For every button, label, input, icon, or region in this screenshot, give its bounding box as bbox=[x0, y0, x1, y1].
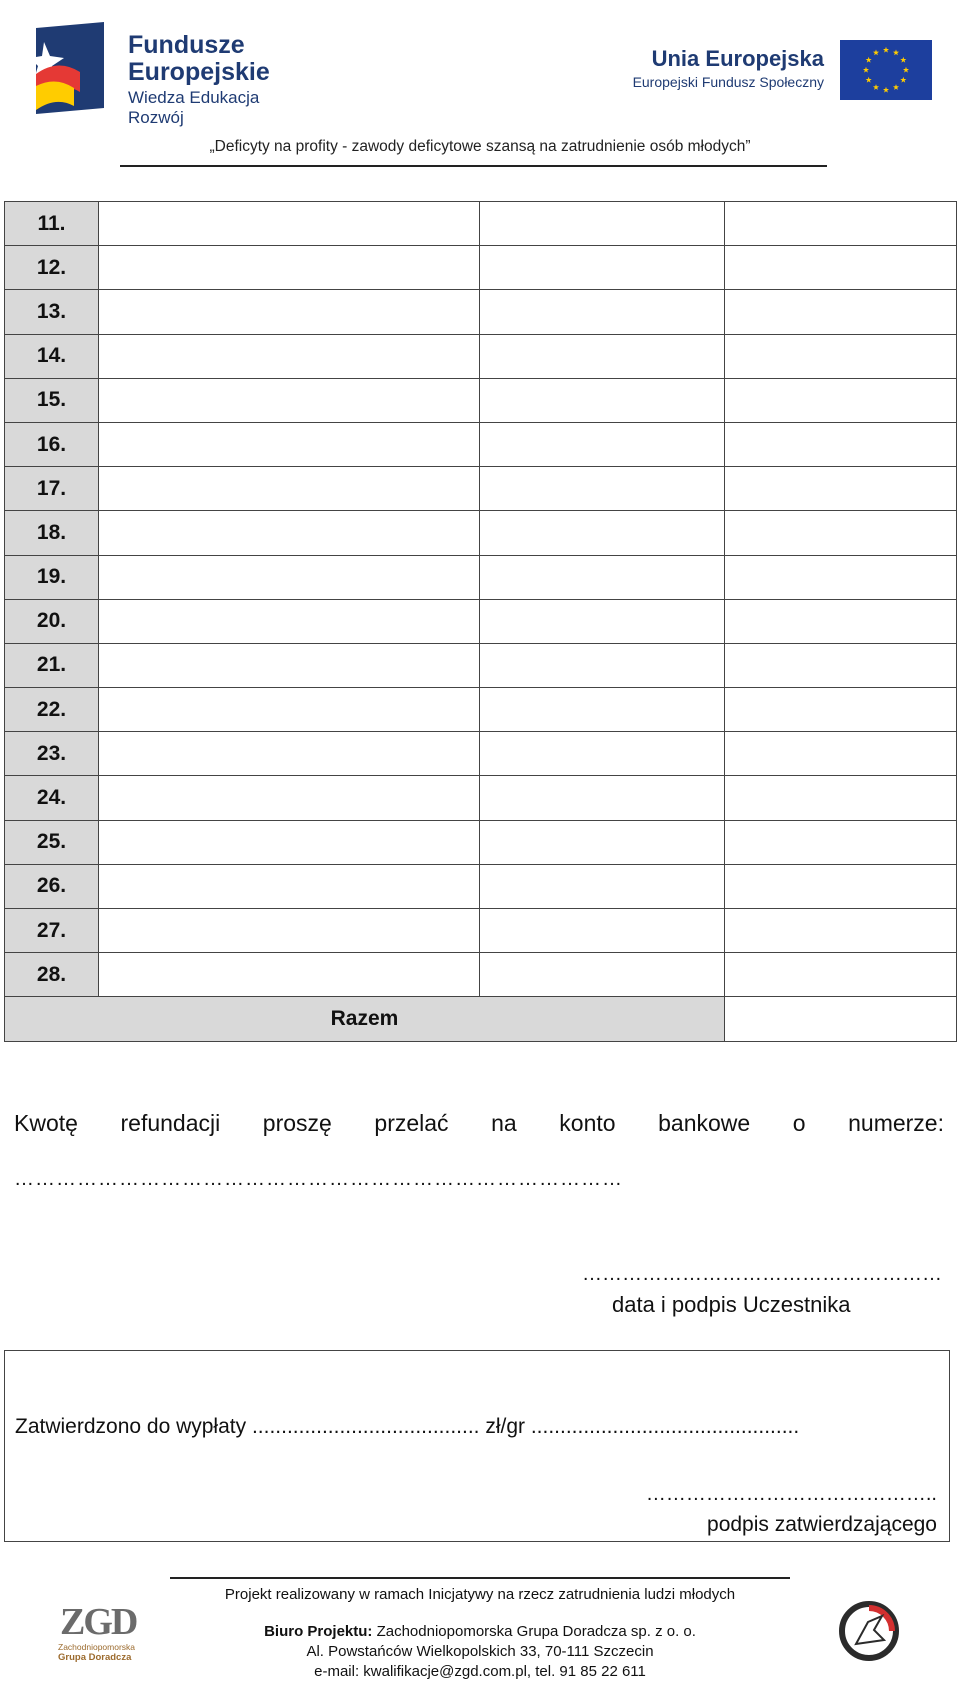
row-field-detail[interactable] bbox=[480, 334, 725, 378]
row-field-detail[interactable] bbox=[480, 732, 725, 776]
fe-flag-icon bbox=[30, 22, 112, 114]
table-row bbox=[5, 378, 957, 422]
row-field-detail[interactable] bbox=[480, 467, 725, 511]
row-number: 14. bbox=[5, 334, 99, 378]
row-field-name[interactable] bbox=[99, 732, 480, 776]
approval-amount-line: Zatwierdzono do wypłaty ....................................... zł/gr .............................................. bbox=[15, 1415, 800, 1438]
approver-signature-label: podpis zatwierdzającego bbox=[707, 1513, 937, 1536]
row-field-detail[interactable] bbox=[480, 909, 725, 953]
bank-account-field: …………………………………………………………………………… bbox=[14, 1168, 623, 1190]
row-field-name[interactable] bbox=[99, 334, 480, 378]
row-field-name[interactable] bbox=[99, 953, 480, 997]
footer-project-text: Projekt realizowany w ramach Inicjatywy na rzecz zatrudnienia ludzi młodych bbox=[224, 1586, 736, 1603]
row-field-amount[interactable] bbox=[725, 202, 957, 246]
participant-signature-label: data i podpis Uczestnika bbox=[612, 1292, 851, 1317]
row-field-detail[interactable] bbox=[480, 643, 725, 687]
table-row bbox=[5, 202, 957, 246]
row-field-detail[interactable] bbox=[480, 555, 725, 599]
zgd-logo-text: ZGD bbox=[60, 1601, 137, 1643]
table-row bbox=[5, 555, 957, 599]
row-field-name[interactable] bbox=[99, 909, 480, 953]
row-field-amount[interactable] bbox=[725, 953, 957, 997]
footer-divider bbox=[170, 1577, 790, 1579]
row-number: 15. bbox=[5, 378, 99, 422]
table-row bbox=[5, 511, 957, 555]
row-field-amount[interactable] bbox=[725, 511, 957, 555]
row-number: 19. bbox=[5, 555, 99, 599]
footer-contact: e-mail: kwalifikacje@zgd.com.pl, tel. 91 85 22 611 bbox=[314, 1663, 646, 1680]
row-field-name[interactable] bbox=[99, 378, 480, 422]
row-field-detail[interactable] bbox=[480, 864, 725, 908]
bank-instruction-word: konto bbox=[559, 1110, 616, 1136]
row-field-name[interactable] bbox=[99, 422, 480, 466]
total-label: Razem bbox=[5, 997, 725, 1041]
row-field-amount[interactable] bbox=[725, 643, 957, 687]
table-row bbox=[5, 820, 957, 864]
row-number: 20. bbox=[5, 599, 99, 643]
ue-logo-line1: Unia Europejska bbox=[651, 46, 824, 71]
row-field-detail[interactable] bbox=[480, 202, 725, 246]
row-field-name[interactable] bbox=[99, 202, 480, 246]
bank-account-instruction bbox=[14, 1110, 944, 1137]
row-field-name[interactable] bbox=[99, 290, 480, 334]
table-row bbox=[5, 422, 957, 466]
bank-instruction-word: proszę bbox=[262, 1110, 332, 1136]
fe-logo-line3: Wiedza Edukacja Rozwój bbox=[128, 88, 260, 127]
row-field-name[interactable] bbox=[99, 555, 480, 599]
row-number: 12. bbox=[5, 246, 99, 290]
table-row bbox=[5, 467, 957, 511]
row-field-amount[interactable] bbox=[725, 599, 957, 643]
approver-signature-line: …………………………………….. bbox=[645, 1483, 937, 1505]
row-number: 27. bbox=[5, 909, 99, 953]
fe-logo-line2: Europejskie bbox=[128, 58, 270, 86]
row-field-name[interactable] bbox=[99, 246, 480, 290]
row-number: 16. bbox=[5, 422, 99, 466]
row-field-amount[interactable] bbox=[725, 864, 957, 908]
row-field-amount[interactable] bbox=[725, 378, 957, 422]
bank-instruction-word: numerze: bbox=[848, 1110, 944, 1136]
row-number: 17. bbox=[5, 467, 99, 511]
row-field-amount[interactable] bbox=[725, 334, 957, 378]
fundusze-europejskie-logo bbox=[30, 18, 280, 127]
bank-instruction-word: bankowe bbox=[658, 1110, 751, 1136]
table-row bbox=[5, 643, 957, 687]
row-number: 22. bbox=[5, 688, 99, 732]
row-number: 11. bbox=[5, 202, 99, 246]
unia-europejska-logo bbox=[612, 38, 932, 102]
table-row bbox=[5, 688, 957, 732]
row-field-detail[interactable] bbox=[480, 776, 725, 820]
bank-instruction-word: na bbox=[491, 1110, 517, 1136]
row-field-detail[interactable] bbox=[480, 290, 725, 334]
row-field-name[interactable] bbox=[99, 599, 480, 643]
total-amount-field[interactable] bbox=[725, 997, 957, 1041]
bank-instruction-word: Kwotę bbox=[14, 1110, 78, 1136]
footer-office-name: Zachodniopomorska Grupa Doradcza sp. z o. o. bbox=[372, 1623, 696, 1640]
bank-instruction-word: o bbox=[792, 1110, 806, 1136]
row-field-detail[interactable] bbox=[480, 378, 725, 422]
row-field-name[interactable] bbox=[99, 776, 480, 820]
row-field-amount[interactable] bbox=[725, 422, 957, 466]
total-row bbox=[5, 997, 957, 1041]
row-field-detail[interactable] bbox=[480, 820, 725, 864]
row-field-detail[interactable] bbox=[480, 599, 725, 643]
row-field-amount[interactable] bbox=[725, 555, 957, 599]
ue-logo-line2: Europejski Fundusz Społeczny bbox=[632, 74, 824, 90]
eu-flag-icon bbox=[840, 40, 932, 100]
row-number: 24. bbox=[5, 776, 99, 820]
row-number: 13. bbox=[5, 290, 99, 334]
row-field-name[interactable] bbox=[99, 688, 480, 732]
bank-instruction-word: przelać bbox=[374, 1110, 449, 1136]
row-field-amount[interactable] bbox=[725, 290, 957, 334]
table-row bbox=[5, 776, 957, 820]
approval-box bbox=[4, 1350, 950, 1542]
fe-logo-line1: Fundusze bbox=[128, 31, 245, 59]
refund-table bbox=[4, 201, 956, 1048]
row-field-detail[interactable] bbox=[480, 246, 725, 290]
row-number: 18. bbox=[5, 511, 99, 555]
row-field-amount[interactable] bbox=[725, 820, 957, 864]
table-row bbox=[5, 599, 957, 643]
header-divider bbox=[120, 165, 827, 167]
row-number: 21. bbox=[5, 643, 99, 687]
row-field-name[interactable] bbox=[99, 820, 480, 864]
row-field-name[interactable] bbox=[99, 643, 480, 687]
row-field-amount[interactable] bbox=[725, 467, 957, 511]
table-row bbox=[5, 909, 957, 953]
row-number: 23. bbox=[5, 732, 99, 776]
row-field-name[interactable] bbox=[99, 864, 480, 908]
zgd-logo-sub2: Grupa Doradcza bbox=[58, 1652, 132, 1663]
row-field-name[interactable] bbox=[99, 511, 480, 555]
row-field-name[interactable] bbox=[99, 467, 480, 511]
row-number: 26. bbox=[5, 864, 99, 908]
row-field-detail[interactable] bbox=[480, 422, 725, 466]
zgd-logo-sub1: Zachodniopomorska bbox=[58, 1642, 136, 1652]
row-field-detail[interactable] bbox=[480, 511, 725, 555]
footer-office bbox=[0, 1622, 960, 1682]
round-emblem-icon bbox=[838, 1600, 900, 1662]
row-number: 28. bbox=[5, 953, 99, 997]
row-number: 25. bbox=[5, 820, 99, 864]
project-title: „Deficyty na profity - zawody deficytowe szansą na zatrudnienie osób młodych” bbox=[209, 138, 751, 155]
footer-address: Al. Powstańców Wielkopolskich 33, 70-111 Szczecin bbox=[306, 1643, 654, 1660]
bank-instruction-word: refundacji bbox=[120, 1110, 221, 1136]
row-field-amount[interactable] bbox=[725, 246, 957, 290]
table-row bbox=[5, 290, 957, 334]
row-field-amount[interactable] bbox=[725, 688, 957, 732]
row-field-amount[interactable] bbox=[725, 776, 957, 820]
participant-signature-line: ……………………………………………… bbox=[582, 1263, 942, 1285]
row-field-amount[interactable] bbox=[725, 909, 957, 953]
footer-office-label: Biuro Projektu: bbox=[264, 1623, 373, 1640]
table-row bbox=[5, 953, 957, 997]
table-row bbox=[5, 732, 957, 776]
row-field-amount[interactable] bbox=[725, 732, 957, 776]
table-row bbox=[5, 864, 957, 908]
table-row bbox=[5, 334, 957, 378]
table-row bbox=[5, 246, 957, 290]
row-field-detail[interactable] bbox=[480, 688, 725, 732]
row-field-detail[interactable] bbox=[480, 953, 725, 997]
footer-office-line bbox=[0, 1622, 960, 1642]
